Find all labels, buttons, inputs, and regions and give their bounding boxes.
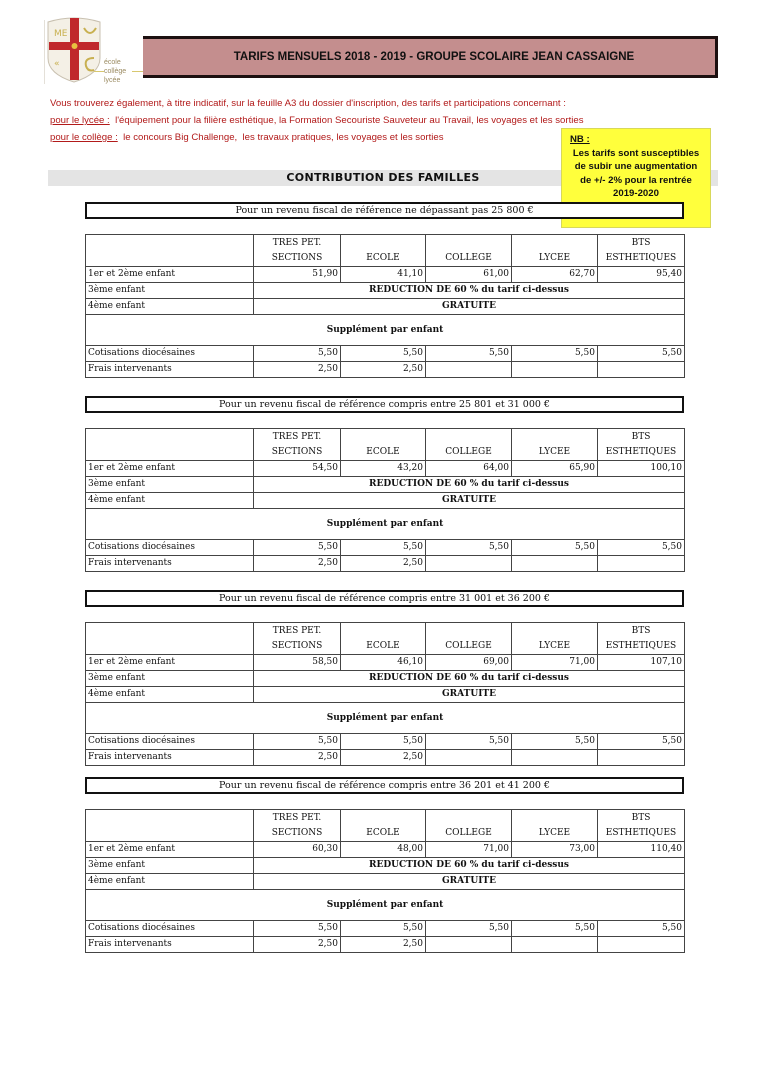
header-ecole: ECOLE	[341, 623, 426, 655]
header-tres-pet-sections: TRES PET. SECTIONS	[254, 235, 341, 267]
header-ecole: ECOLE	[341, 235, 426, 267]
value-cell: 5,50	[341, 346, 426, 362]
value-cell: 2,50	[254, 556, 341, 572]
row-label: 1er et 2ème enfant	[86, 842, 254, 858]
row-label: Cotisations diocésaines	[86, 921, 254, 937]
value-cell: 51,90	[254, 267, 341, 283]
nb-line: de subir une augmentation	[574, 161, 698, 172]
value-cell: 54,50	[254, 461, 341, 477]
value-cell: 5,50	[598, 734, 685, 750]
college-text: le concours Big Challenge, les travaux pratiques, les voyages et les sorties	[117, 132, 444, 143]
bracket-title: Pour un revenu fiscal de référence compris entre 36 201 et 41 200 €	[85, 777, 684, 794]
row-label: Frais intervenants	[86, 937, 254, 953]
logo-text-college: collège	[104, 68, 127, 75]
row-label: Frais intervenants	[86, 362, 254, 378]
value-cell: 2,50	[341, 556, 426, 572]
gratuite-cell: GRATUITE	[254, 687, 685, 703]
table-row	[86, 842, 685, 858]
row-label: 4ème enfant	[86, 493, 254, 509]
header-college: COLLEGE	[426, 623, 512, 655]
bracket-title: Pour un revenu fiscal de référence compris entre 25 801 et 31 000 €	[85, 396, 684, 413]
table-row	[86, 493, 685, 509]
nb-line: Les tarifs sont susceptibles	[572, 147, 700, 159]
row-label: Frais intervenants	[86, 556, 254, 572]
table-row	[86, 858, 685, 874]
value-cell: 5,50	[426, 540, 512, 556]
header-bts: BTS ESTHETIQUES	[598, 429, 685, 461]
header-lycee: LYCEE	[512, 235, 598, 267]
lycee-label: pour le lycée :	[50, 115, 110, 126]
table-row	[86, 687, 685, 703]
header-bts: BTS ESTHETIQUES	[598, 623, 685, 655]
table-row	[86, 299, 685, 315]
value-cell: 5,50	[341, 921, 426, 937]
header-college: COLLEGE	[426, 429, 512, 461]
value-cell	[426, 362, 512, 378]
header-lycee: LYCEE	[512, 810, 598, 842]
school-logo	[44, 14, 144, 84]
supplement-header: Supplément par enfant	[86, 890, 685, 921]
value-cell: 107,10	[598, 655, 685, 671]
value-cell: 5,50	[254, 540, 341, 556]
value-cell: 41,10	[341, 267, 426, 283]
header-empty-cell	[86, 623, 254, 655]
reduction-cell: REDUCTION DE 60 % du tarif ci-dessus	[254, 283, 685, 299]
value-cell: 69,00	[426, 655, 512, 671]
nb-line: de +/- 2% pour la rentrée	[580, 174, 692, 186]
reduction-cell: REDUCTION DE 60 % du tarif ci-dessus	[254, 477, 685, 493]
nb-label: NB :	[570, 134, 590, 145]
value-cell	[512, 362, 598, 378]
value-cell: 5,50	[426, 346, 512, 362]
row-label: 3ème enfant	[86, 283, 254, 299]
value-cell: 5,50	[254, 921, 341, 937]
row-label: 3ème enfant	[86, 858, 254, 874]
lycee-text: l'équipement pour la filière esthétique, la Formation Secouriste Sauveteur au Travail, les voyages et les sorties	[109, 115, 584, 126]
value-cell: 46,10	[341, 655, 426, 671]
value-cell: 2,50	[341, 362, 426, 378]
value-cell: 5,50	[341, 734, 426, 750]
value-cell: 48,00	[341, 842, 426, 858]
row-label: 3ème enfant	[86, 671, 254, 687]
nb-line: 2019-2020	[613, 188, 659, 199]
intro-lycee	[50, 115, 584, 126]
table-row	[86, 937, 685, 953]
table-row	[86, 346, 685, 362]
header-empty-cell	[86, 810, 254, 842]
header-college: COLLEGE	[426, 810, 512, 842]
value-cell: 5,50	[598, 346, 685, 362]
value-cell: 58,50	[254, 655, 341, 671]
tarif-table	[85, 234, 685, 378]
tarif-table	[85, 622, 685, 766]
row-label: 1er et 2ème enfant	[86, 461, 254, 477]
reduction-cell: REDUCTION DE 60 % du tarif ci-dessus	[254, 671, 685, 687]
value-cell	[426, 556, 512, 572]
row-label: 3ème enfant	[86, 477, 254, 493]
value-cell: 65,90	[512, 461, 598, 477]
header-college: COLLEGE	[426, 235, 512, 267]
gratuite-cell: GRATUITE	[254, 493, 685, 509]
value-cell	[426, 937, 512, 953]
value-cell: 5,50	[254, 734, 341, 750]
value-cell: 5,50	[426, 734, 512, 750]
value-cell: 61,00	[426, 267, 512, 283]
table-row	[86, 671, 685, 687]
value-cell: 64,00	[426, 461, 512, 477]
table-row	[86, 750, 685, 766]
svg-text:ME: ME	[54, 29, 68, 39]
row-label: 4ème enfant	[86, 874, 254, 890]
table-row	[86, 477, 685, 493]
value-cell: 5,50	[598, 921, 685, 937]
row-label: Cotisations diocésaines	[86, 540, 254, 556]
table-row	[86, 874, 685, 890]
reduction-cell: REDUCTION DE 60 % du tarif ci-dessus	[254, 858, 685, 874]
header-bts: BTS ESTHETIQUES	[598, 235, 685, 267]
page-title: TARIFS MENSUELS 2018 - 2019 - GROUPE SCOLAIRE JEAN CASSAIGNE	[233, 51, 635, 63]
intro-college	[50, 132, 444, 143]
table-row	[86, 540, 685, 556]
header-ecole: ECOLE	[341, 429, 426, 461]
value-cell	[598, 937, 685, 953]
value-cell	[598, 556, 685, 572]
gratuite-cell: GRATUITE	[254, 299, 685, 315]
header-tres-pet-sections: TRES PET. SECTIONS	[254, 429, 341, 461]
table-row	[86, 556, 685, 572]
value-cell	[598, 750, 685, 766]
header-bts: BTS ESTHETIQUES	[598, 810, 685, 842]
header-tres-pet-sections: TRES PET. SECTIONS	[254, 623, 341, 655]
table-row	[86, 655, 685, 671]
value-cell: 2,50	[254, 750, 341, 766]
header-ecole: ECOLE	[341, 810, 426, 842]
value-cell: 5,50	[512, 734, 598, 750]
row-label: Frais intervenants	[86, 750, 254, 766]
value-cell: 5,50	[512, 540, 598, 556]
table-header-row	[86, 623, 685, 655]
bracket-title: Pour un revenu fiscal de référence ne dépassant pas 25 800 €	[85, 202, 684, 219]
intro-line: Vous trouverez également, à titre indicatif, sur la feuille A3 du dossier d'inscription, des tarifs et participations concernant :	[50, 98, 566, 109]
value-cell: 5,50	[512, 921, 598, 937]
table-row	[86, 315, 685, 346]
value-cell: 43,20	[341, 461, 426, 477]
header-empty-cell	[86, 429, 254, 461]
gratuite-cell: GRATUITE	[254, 874, 685, 890]
table-row	[86, 283, 685, 299]
row-label: Cotisations diocésaines	[86, 346, 254, 362]
title-bar	[143, 36, 718, 78]
header-tres-pet-sections: TRES PET. SECTIONS	[254, 810, 341, 842]
table-header-row	[86, 429, 685, 461]
table-header-row	[86, 810, 685, 842]
value-cell: 71,00	[512, 655, 598, 671]
header-lycee: LYCEE	[512, 623, 598, 655]
college-label: pour le collège :	[50, 132, 118, 143]
table-row	[86, 509, 685, 540]
value-cell: 5,50	[426, 921, 512, 937]
row-label: 1er et 2ème enfant	[86, 655, 254, 671]
tarif-table	[85, 428, 685, 572]
value-cell: 100,10	[598, 461, 685, 477]
logo-rule-left	[94, 71, 104, 72]
value-cell: 71,00	[426, 842, 512, 858]
row-label: 4ème enfant	[86, 299, 254, 315]
table-row	[86, 267, 685, 283]
logo-text-lycee: lycée	[104, 77, 121, 84]
svg-text:«: «	[54, 59, 60, 69]
table-header-row	[86, 235, 685, 267]
value-cell: 5,50	[254, 346, 341, 362]
row-label: 4ème enfant	[86, 687, 254, 703]
table-row	[86, 362, 685, 378]
table-row	[86, 734, 685, 750]
row-label: 1er et 2ème enfant	[86, 267, 254, 283]
value-cell	[512, 556, 598, 572]
value-cell: 95,40	[598, 267, 685, 283]
value-cell: 2,50	[254, 362, 341, 378]
value-cell	[512, 937, 598, 953]
value-cell	[598, 362, 685, 378]
value-cell: 2,50	[341, 750, 426, 766]
tarif-table	[85, 809, 685, 953]
value-cell: 2,50	[341, 937, 426, 953]
logo-text-ecole: école	[104, 59, 121, 66]
value-cell: 5,50	[341, 540, 426, 556]
table-row	[86, 703, 685, 734]
header-lycee: LYCEE	[512, 429, 598, 461]
row-label: Cotisations diocésaines	[86, 734, 254, 750]
value-cell: 2,50	[254, 937, 341, 953]
value-cell	[512, 750, 598, 766]
supplement-header: Supplément par enfant	[86, 315, 685, 346]
supplement-header: Supplément par enfant	[86, 703, 685, 734]
shield-crest-icon	[44, 14, 104, 84]
value-cell: 60,30	[254, 842, 341, 858]
value-cell: 5,50	[512, 346, 598, 362]
value-cell: 73,00	[512, 842, 598, 858]
table-row	[86, 921, 685, 937]
value-cell: 62,70	[512, 267, 598, 283]
table-row	[86, 890, 685, 921]
table-row	[86, 461, 685, 477]
value-cell	[426, 750, 512, 766]
supplement-header: Supplément par enfant	[86, 509, 685, 540]
section-title: CONTRIBUTION DES FAMILLES	[286, 171, 480, 184]
bracket-title: Pour un revenu fiscal de référence compris entre 31 001 et 36 200 €	[85, 590, 684, 607]
header-empty-cell	[86, 235, 254, 267]
value-cell: 110,40	[598, 842, 685, 858]
value-cell: 5,50	[598, 540, 685, 556]
